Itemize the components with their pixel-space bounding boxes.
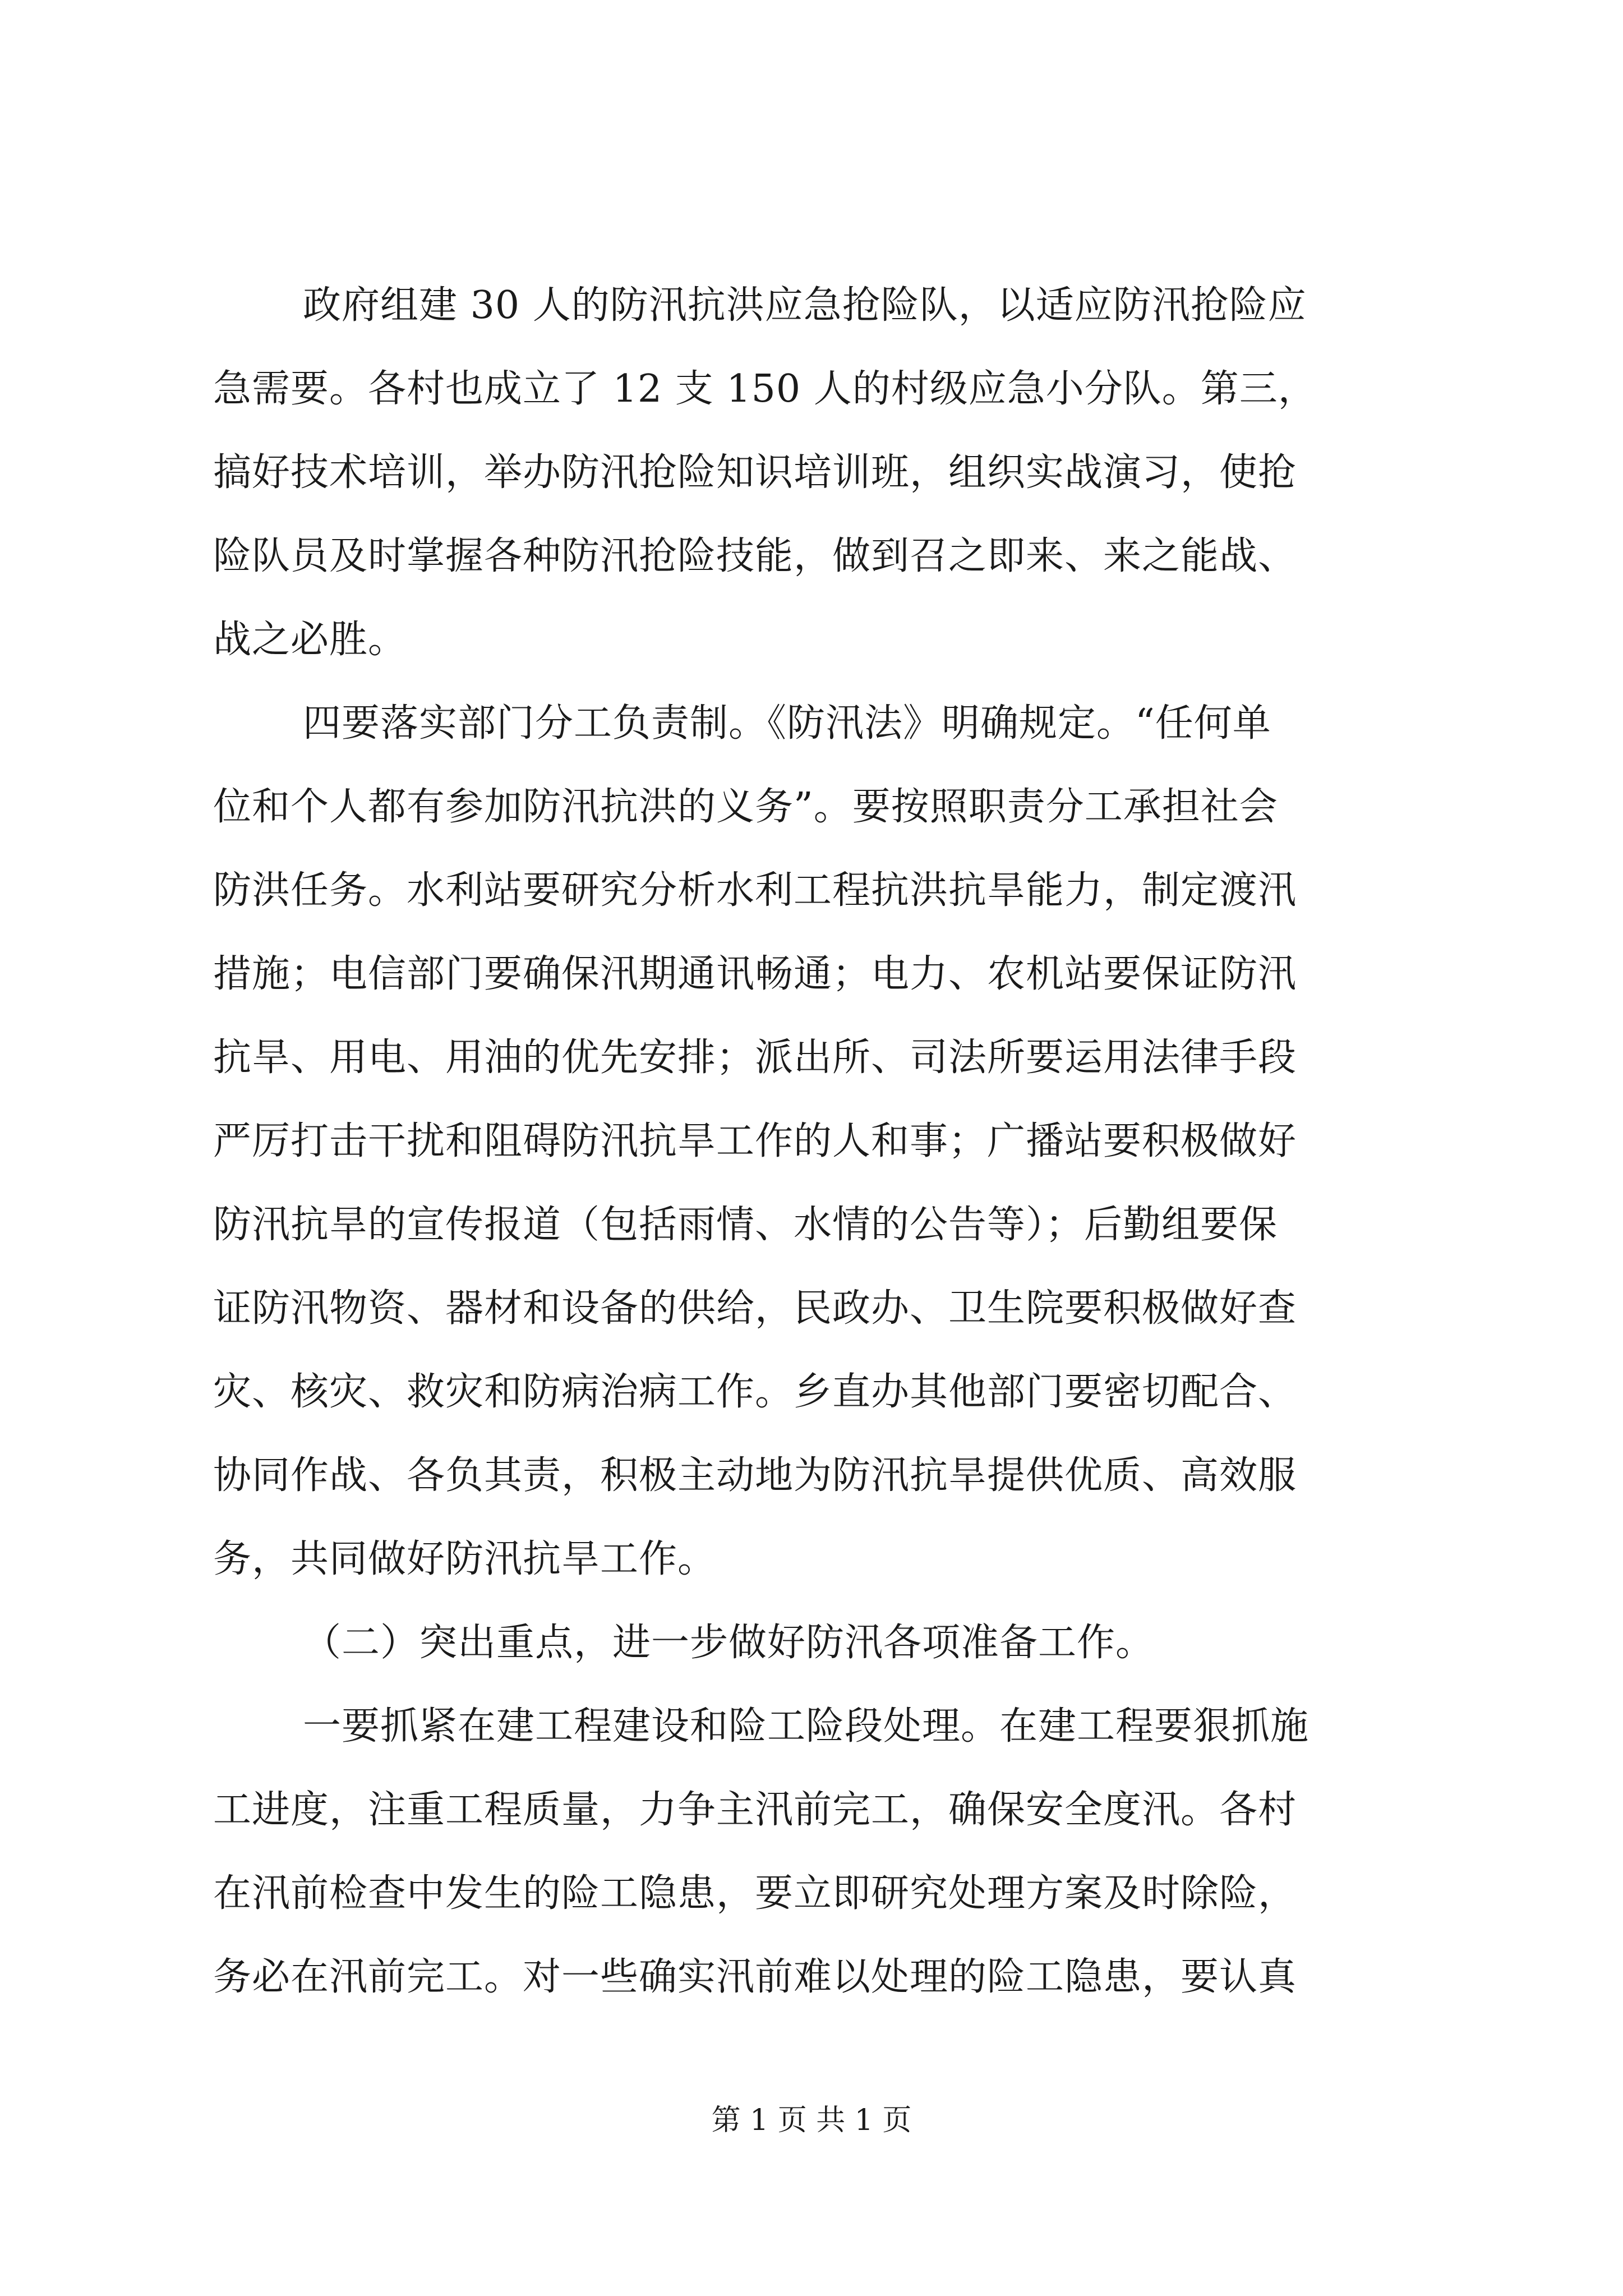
document-body <box>213 264 1413 2019</box>
paragraph-line: 务必在汛前完工。对一些确实汛前难以处理的险工隐患，要认真 <box>213 1955 1297 1999</box>
paragraph-line: 位和个人都有参加防汛抗洪的义务”。要按照职责分工承担社会 <box>213 785 1278 829</box>
paragraph-line: 工进度，注重工程质量，力争主汛前完工，确保安全度汛。各村 <box>213 1788 1297 1832</box>
paragraph-line: 灾、核灾、救灾和防病治病工作。乡直办其他部门要密切配合、 <box>213 1370 1297 1414</box>
paragraph-line: 务，共同做好防汛抗旱工作。 <box>213 1537 717 1581</box>
paragraph-line: 搞好技术培训，举办防汛抢险知识培训班，组织实战演习，使抢 <box>213 450 1297 495</box>
paragraph-line: 急需要。各村也成立了 12 支 150 人的村级应急小分队。第三， <box>213 367 1317 411</box>
paragraph-line: 防洪任务。水利站要研究分析水利工程抗洪抗旱能力，制定渡汛 <box>213 868 1297 913</box>
paragraph-line: 证防汛物资、器材和设备的供给，民政办、卫生院要积极做好查 <box>213 1286 1297 1331</box>
paragraph-line: 在汛前检查中发生的险工隐患，要立即研究处理方案及时除险， <box>213 1871 1297 1916</box>
paragraph-line: 一要抓紧在建工程建设和险工险段处理。在建工程要狠抓施 <box>303 1704 1310 1749</box>
paragraph-line: 防汛抗旱的宣传报道（包括雨情、水情的公告等）；后勤组要保 <box>213 1203 1278 1247</box>
section-heading: （二）突出重点，进一步做好防汛各项准备工作。 <box>303 1621 1155 1665</box>
page-footer <box>0 2098 1623 2143</box>
paragraph-line: 协同作战、各负其责，积极主动地为防汛抗旱提供优质、高效服 <box>213 1453 1297 1498</box>
page-number-label: 第 1 页 共 1 页 <box>711 2104 912 2137</box>
paragraph-line: 抗旱、用电、用油的优先安排；派出所、司法所要运用法律手段 <box>213 1036 1297 1080</box>
paragraph-line: 险队员及时掌握各种防汛抢险技能，做到召之即来、来之能战、 <box>213 534 1297 578</box>
paragraph-line: 严厉打击干扰和阻碍防汛抗旱工作的人和事；广播站要积极做好 <box>213 1119 1297 1163</box>
paragraph-line: 四要落实部门分工负责制。《防汛法》明确规定。“任何单 <box>303 701 1271 746</box>
paragraph-line: 政府组建 30 人的防汛抗洪应急抢险队，以适应防汛抢险应 <box>303 283 1307 328</box>
paragraph-line: 措施；电信部门要确保汛期通讯畅通；电力、农机站要保证防汛 <box>213 952 1297 996</box>
paragraph-line: 战之必胜。 <box>213 618 407 662</box>
